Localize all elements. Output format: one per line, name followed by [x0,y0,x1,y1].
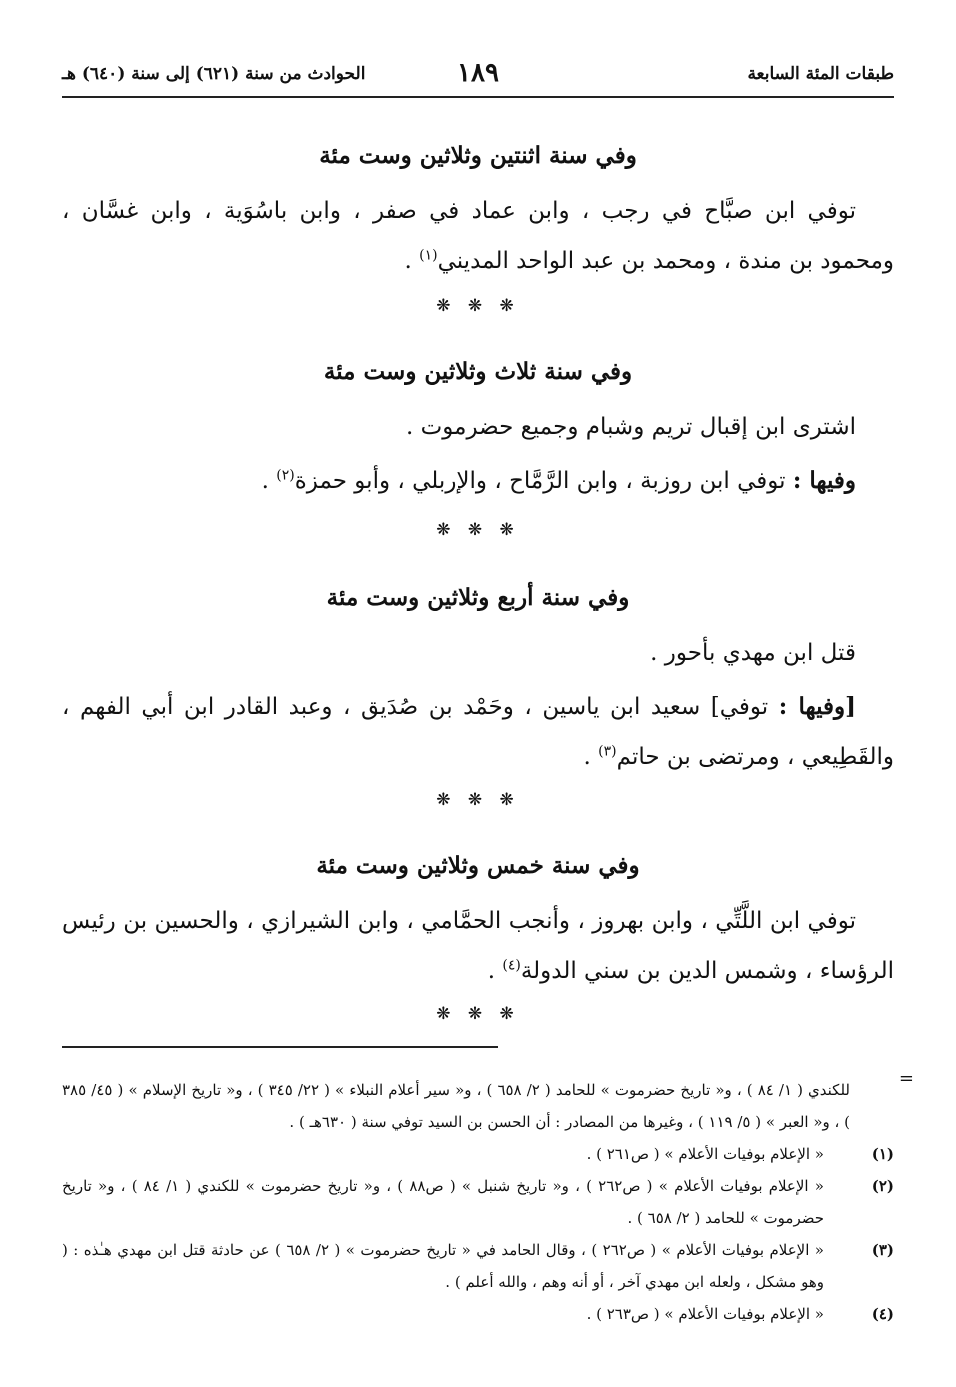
footnote-reference[interactable]: (٣) [598,743,617,760]
section-paragraph [62,186,894,286]
section-paragraph [62,402,894,452]
section-separator: ❋ ❋ ❋ [436,520,520,540]
footnote-reference[interactable]: (٢) [276,467,295,484]
footnote-number: (١) [871,1145,894,1163]
footnote [62,1298,894,1330]
running-header [62,58,894,98]
footnote-text: « الإعلام بوفيات الأعلام » ( ص٢٦٢ ) ، وقال الحامد في « تاريخ حضرموت » ( ٢/ ٦٥٨ ) عن حادثة قتل ابن مهدي هـٰذه : ( وهو مشكل ، ولعله ابن مهدي آخر ، أو أنه وهم ، والله أعلم ) . [62,1241,824,1291]
paragraph-lead: [وفيها : [778,693,856,720]
footnote-continuation: للكندي ( ١/ ٨٤ ) ، و« تاريخ حضرموت » للحامد ( ٢/ ٦٥٨ ) ، و« سير أعلام النبلاء » ( ٢٢/ ٣٤٥ ) ، و« تاريخ الإسلام » ( ٤٥/ ٣٨٥ ) ، و« العبر » ( ٥/ ١١٩ ) ، وغيرها من المصادر : أن الحسن بن السيد توفي سنة ( ٦٣٠هـ ) . [62,1081,850,1131]
footnote-reference[interactable]: (٤) [502,957,521,974]
footnote-text: « الإعلام بوفيات الأعلام » ( ص٢٦٢ ) ، و« تاريخ شنبل » ( ص٨٨ ) ، و« تاريخ حضرموت » للكندي ( ١/ ٨٤ ) ، و« تاريخ حضرموت » للحامد ( ٢/ ٦٥٨ ) . [62,1177,824,1227]
footnote-number: (٣) [871,1241,894,1259]
paragraph-text: توفي] سعيد ابن ياسين ، وحَمْد بن صُدَيق ، وعبد القادر ابن أبي الفهم ، والقَطِيعي ، ومرتضى بن حاتم [62,694,894,770]
paragraph-text: اشترى ابن إقبال تريم وشبام وجميع حضرموت . [405,414,856,440]
footnote-text: « الإعلام بوفيات الأعلام » ( ص٢٦١ ) . [586,1145,824,1163]
paragraph-tail: . [583,744,599,770]
section-separator: ❋ ❋ ❋ [436,790,520,810]
paragraph-tail: . [404,248,420,274]
paragraph-lead: وفيها : [792,467,856,494]
paragraph-text: توفي ابن روزبة ، وابن الرَّمَّاح ، والإربلي ، وأبو حمزة [294,468,793,494]
footnote-text: « الإعلام بوفيات الأعلام » ( ص٢٦٣ ) . [586,1305,824,1323]
footnote-number: (٢) [871,1177,894,1195]
paragraph-text: توفي ابن صبَّاح في رجب ، وابن عماد في صفر ، وابن باسُوَية ، وابن غسَّان ، ومحمود بن مندة ، ومحمد بن عبد الواحد المديني [62,198,894,274]
chapter-range-title: الحوادث من سنة (٦٢١) إلى سنة (٦٤٠) هـ [62,64,366,84]
footnote [62,1138,894,1170]
section-separator: ❋ ❋ ❋ [436,1004,520,1024]
section-heading: وفي سنة ثلاث وثلاثين وست مئة [323,358,633,385]
paragraph-tail: . [261,468,277,494]
section-heading: وفي سنة خمس وثلاثين وست مئة [316,852,640,879]
section-heading: وفي سنة أربع وثلاثين وست مئة [326,584,630,611]
footnote-divider [62,1046,498,1048]
paragraph-text: قتل ابن مهدي بأحور . [650,640,856,666]
footnote-number: (٤) [871,1305,894,1323]
section-separator: ❋ ❋ ❋ [436,296,520,316]
page-number: ١٨٩ [457,58,499,88]
section-paragraph [62,628,894,678]
footnote [62,1170,894,1234]
section-paragraph [62,896,894,996]
footnotes [62,1074,894,1330]
book-section-title: طبقات المئة السابعة [747,64,894,84]
paragraph-text: توفي ابن اللَّتِّي ، وابن بهروز ، وأنجب الحمَّامي ، وابن الشيرازي ، والحسين بن رئيس الرؤساء ، وشمس الدين بن سني الدولة [62,908,894,984]
footnote [62,1234,894,1298]
paragraph-tail: . [487,958,503,984]
footnote-reference[interactable]: (١) [419,247,438,264]
footnote-continuation-mark: = [898,1068,914,1089]
section-paragraph [62,682,894,782]
section-paragraph [62,456,894,506]
section-heading: وفي سنة اثنتين وثلاثين وست مئة [319,142,637,169]
